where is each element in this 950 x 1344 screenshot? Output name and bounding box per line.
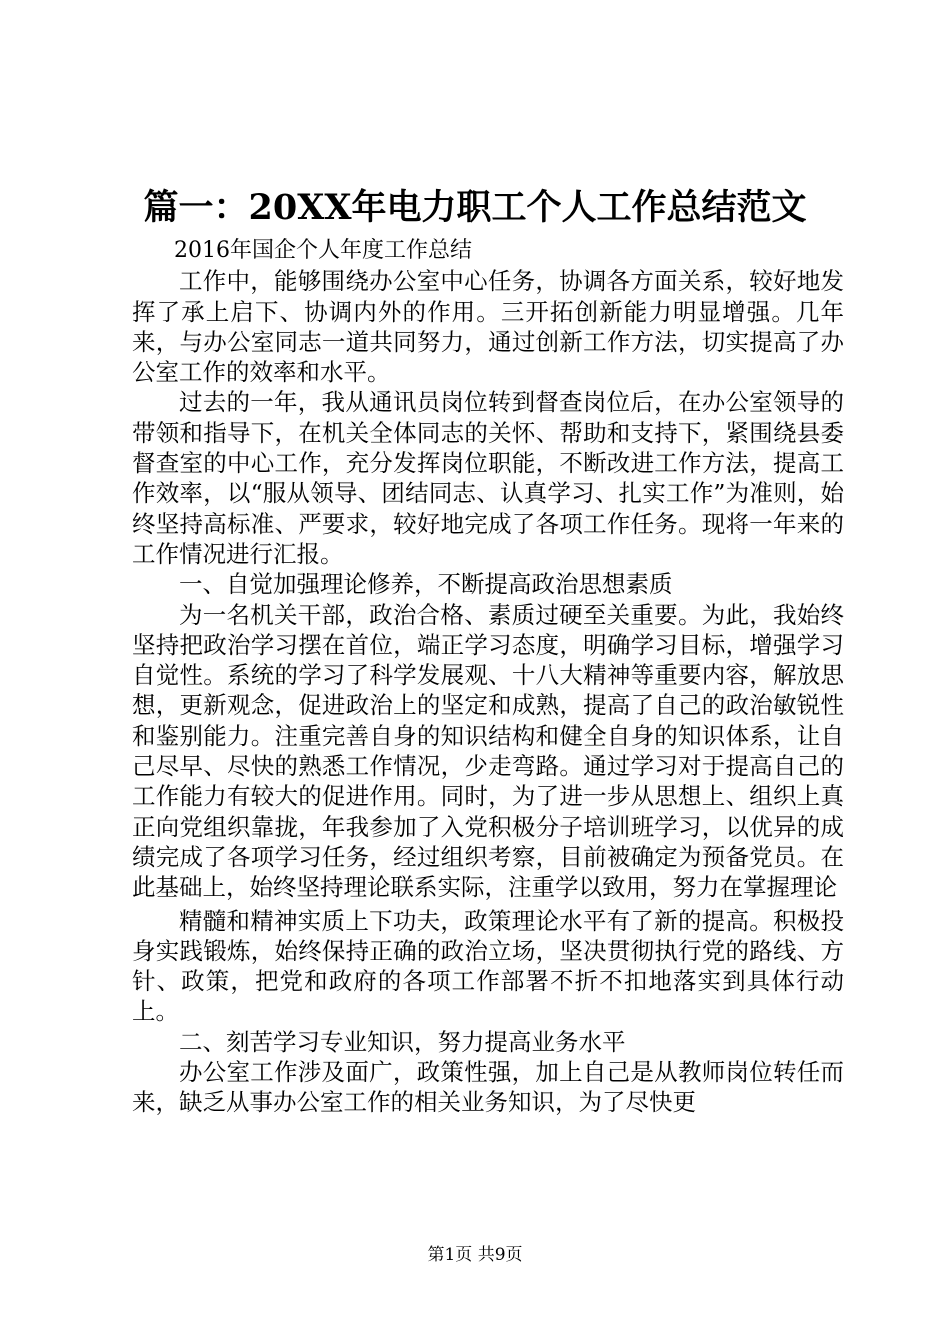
- paragraph-4: 精髓和精神实质上下功夫，政策理论水平有了新的提高。积极投身实践锻炼，始终保持正确的政治立场，坚决贯彻执行党的路线、方针、政策，把党和政府的各项工作部署不折不扣地落实到具体行动上。: [132, 906, 844, 1026]
- document-subtitle: 2016年国企个人年度工作总结: [174, 238, 472, 263]
- document-title: 篇一：20XX年电力职工个人工作总结范文: [143, 187, 807, 228]
- document-body: [132, 236, 844, 1118]
- paragraph-3: 为一名机关干部，政治合格、素质过硬至关重要。为此，我始终坚持把政治学习摆在首位，端正学习态度，明确学习目标，增强学习自觉性。系统的学习了科学发展观、十八大精神等重要内容，解放思想，更新观念，促进政治上的坚定和成熟，提高了自己的政治敏锐性和鉴别能力。注重完善自身的知识结构和健全自身的知识体系，让自己尽早、尽快的熟悉工作情况，少走弯路。通过学习对于提高自己的工作能力有较大的促进作用。同时，为了进一步从思想上、组织上真正向党组织靠拢，年我参加了入党积极分子培训班学习，以优异的成绩完成了各项学习任务，经过组织考察，目前被确定为预备党员。在此基础上，始终坚持理论联系实际，注重学以致用，努力在掌握理论: [132, 600, 844, 902]
- section-heading-1: 一、自觉加强理论修养，不断提高政治思想素质: [179, 570, 673, 599]
- paragraph-2: 过去的一年，我从通讯员岗位转到督查岗位后，在办公室领导的带领和指导下，在机关全体同志的关怀、帮助和支持下，紧围绕县委督查室的中心工作，充分发挥岗位职能，不断改进工作方法，提高工作效率，以“服从领导、团结同志、认真学习、扎实工作”为准则，始终坚持高标准、严要求，较好地完成了各项工作任务。现将一年来的工作情况进行汇报。: [132, 388, 844, 568]
- page-footer: 第1页 共9页: [427, 1245, 523, 1265]
- paragraph-5: 办公室工作涉及面广，政策性强，加上自己是从教师岗位转任而来，缺乏从事办公室工作的相关业务知识，为了尽快更: [132, 1058, 844, 1117]
- paragraph-1: 工作中，能够围绕办公室中心任务，协调各方面关系，较好地发挥了承上启下、协调内外的作用。三开拓创新能力明显增强。几年来，与办公室同志一道共同努力，通过创新工作方法，切实提高了办公室工作的效率和水平。: [132, 267, 844, 387]
- section-heading-2: 二、刻苦学习专业知识，努力提高业务水平: [179, 1027, 626, 1056]
